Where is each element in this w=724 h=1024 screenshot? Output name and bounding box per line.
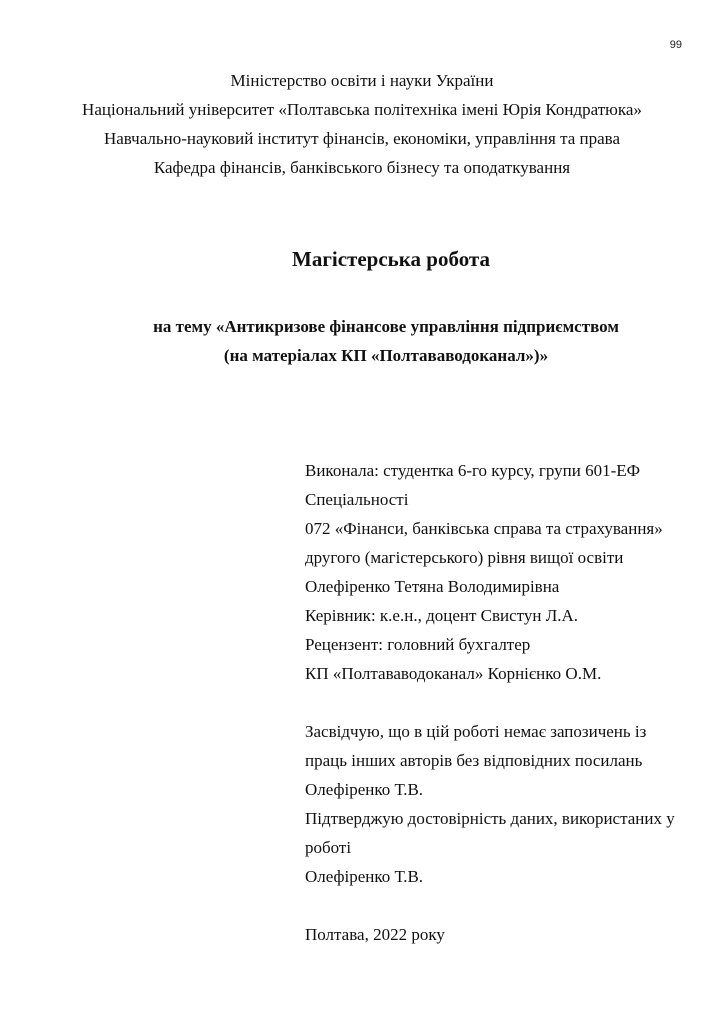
spacer [305, 891, 705, 920]
declaration-line-1: Засвідчую, що в цій роботі немає запозичень із [305, 722, 647, 741]
reviewer-label: Рецензент: головний бухгалтер [305, 635, 531, 654]
declaration-signature-1: Олефіренко Т.В. [305, 780, 424, 799]
institution-header [0, 66, 724, 182]
place-year: Полтава, 2022 року [305, 925, 445, 944]
specialty-name: 072 «Фінанси, банківська справа та страхування» [305, 519, 663, 538]
declaration-line-2: праць інших авторів без відповідних посилань [305, 751, 643, 770]
topic-line-1: на тему «Антикризове фінансове управління підприємством [153, 317, 619, 336]
declaration-signature-2: Олефіренко Т.В. [305, 867, 424, 886]
institute-name: Навчально-науковий інститут фінансів, економіки, управління та права [103, 129, 621, 148]
specialty-label: Спеціальності [305, 490, 409, 509]
page-number: 99 [669, 39, 682, 51]
education-level: другого (магістерського) рівня вищої освіти [305, 548, 624, 567]
declaration-line-3: Підтверджую достовірність даних, використаних у [305, 809, 675, 828]
ministry-name: Міністерство освіти і науки України [230, 71, 494, 90]
university-name: Національний університет «Полтавська політехніка імені Юрія Кондратюка» [82, 100, 642, 119]
declaration-line-4: роботі [305, 838, 352, 857]
supervisor: Керівник: к.е.н., доцент Свистун Л.А. [305, 606, 579, 625]
document-title: Магістерська робота [292, 247, 490, 271]
reviewer-name: КП «Полтававодоканал» Корнієнко О.М. [305, 664, 602, 683]
author-course-line: Виконала: студентка 6-го курсу, групи 601-ЕФ [305, 461, 641, 480]
author-info-block [305, 456, 705, 949]
author-name: Олефіренко Тетяна Володимирівна [305, 577, 560, 596]
spacer [305, 688, 705, 717]
topic-line-2: (на матеріалах КП «Полтававодоканал»)» [223, 346, 549, 365]
department-name: Кафедра фінансів, банківського бізнесу та оподаткування [153, 158, 571, 177]
thesis-topic [0, 312, 724, 370]
